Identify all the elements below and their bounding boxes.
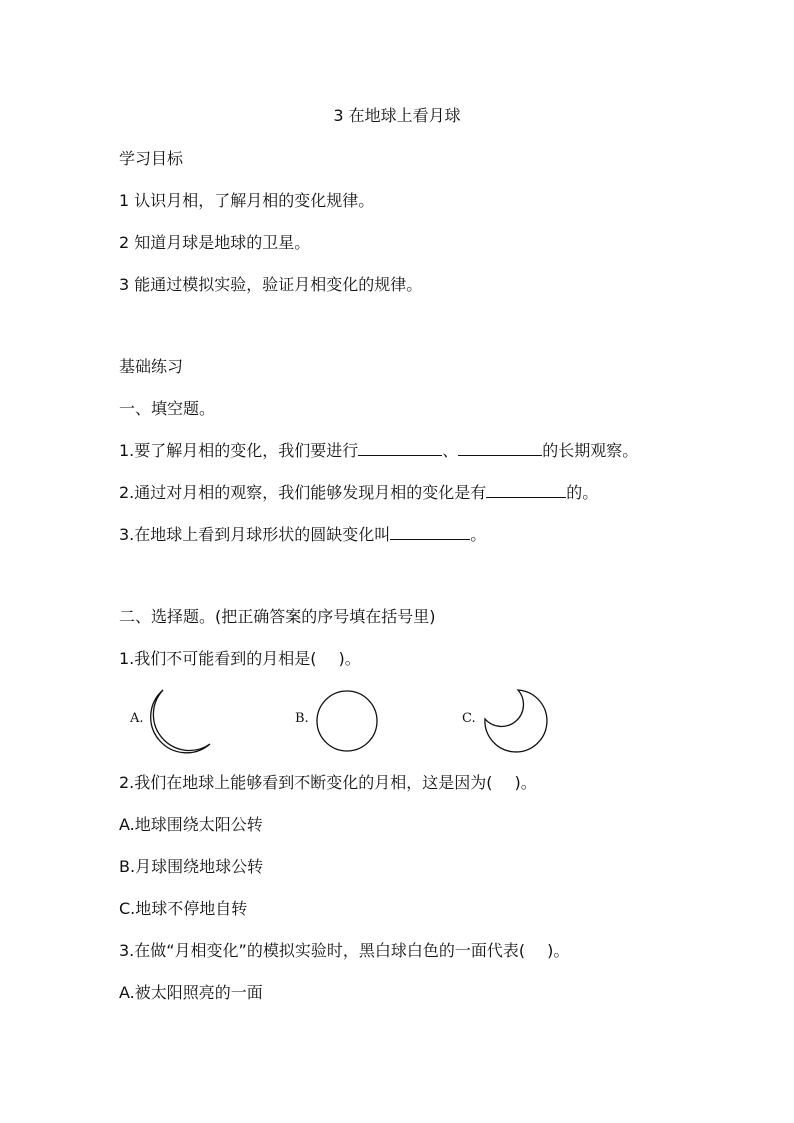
fill-question-2 (119, 483, 598, 503)
objective-item-1: 1 认识月相，了解月相的变化规律。 (119, 191, 375, 210)
question-text: 1.要了解月相的变化，我们要进行 (119, 441, 359, 460)
basic-practice-heading: 基础练习 (119, 357, 184, 376)
question-text: 的长期观察。 (542, 441, 639, 460)
question-text: )。 (338, 649, 361, 668)
full-moon-icon (313, 686, 383, 756)
choice-question-2 (119, 773, 537, 793)
question-text: 3.在地球上看到月球形状的圆缺变化叫 (119, 525, 391, 544)
fill-question-1 (119, 441, 638, 461)
question-text: 3.在做“月相变化”的模拟实验时，黑白球白色的一面代表( (119, 941, 526, 960)
question-text: 2.我们在地球上能够看到不断变化的月相，这是因为( (119, 773, 493, 792)
option-label: A. (130, 711, 144, 726)
moon-option-a[interactable] (130, 686, 220, 756)
question-text: )。 (547, 941, 570, 960)
page-title: 3 在地球上看月球 (333, 106, 461, 125)
option-label: B. (295, 711, 309, 726)
objectives-heading: 学习目标 (119, 149, 184, 168)
fill-blank-heading: 一、填空题。 (119, 399, 216, 418)
objective-item-2: 2 知道月球是地球的卫星。 (119, 233, 311, 252)
answer-blank[interactable] (358, 441, 442, 456)
option-label: C. (462, 711, 476, 726)
fill-question-3 (119, 525, 486, 545)
objective-item-3: 3 能通过模拟实验，验证月相变化的规律。 (119, 275, 423, 294)
choice-question-3 (119, 941, 569, 961)
question-text: 、 (442, 441, 459, 460)
gibbous-moon-icon (480, 686, 555, 756)
choice-question-1 (119, 649, 361, 669)
question-text: )。 (514, 773, 537, 792)
choice-option[interactable]: B.月球围绕地球公转 (119, 857, 264, 876)
choice-option[interactable]: A.被太阳照亮的一面 (119, 983, 263, 1002)
moon-option-c[interactable] (462, 686, 557, 756)
question-text: 2.通过对月相的观察，我们能够发现月相的变化是有 (119, 483, 487, 502)
question-text: 1.我们不可能看到的月相是( (119, 649, 317, 668)
choice-option[interactable]: C.地球不停地自转 (119, 899, 248, 918)
choice-heading: 二、选择题。(把正确答案的序号填在括号里) (119, 607, 436, 626)
question-text: 的。 (566, 483, 599, 502)
question-text: 。 (470, 525, 487, 544)
answer-blank[interactable] (458, 441, 542, 456)
crescent-moon-icon (150, 686, 220, 756)
choice-option[interactable]: A.地球围绕太阳公转 (119, 815, 263, 834)
answer-blank[interactable] (486, 483, 566, 498)
moon-option-b[interactable] (295, 686, 385, 756)
answer-blank[interactable] (390, 525, 470, 540)
